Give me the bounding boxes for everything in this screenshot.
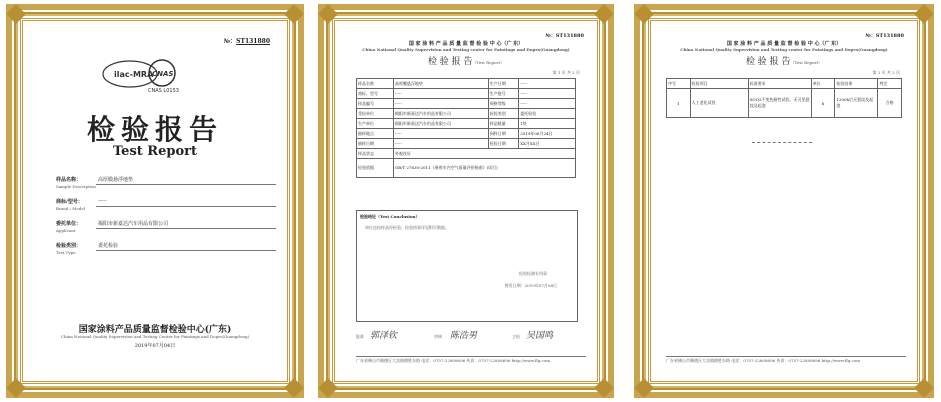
number-value: ST131880 — [236, 38, 270, 45]
field-value: 高厚膜悬浮地垫 — [98, 177, 134, 183]
table-cell: ----- — [393, 139, 488, 149]
org-name-cn: 国 家 涂 料 产 品 质 量 监 督 检 验 中 心（广 东） — [408, 41, 524, 47]
number-label: №： — [865, 33, 876, 39]
table-cell: ----- — [519, 79, 576, 89]
table-cell: 委托检验 — [519, 109, 576, 119]
ilac-logo-text: ilac-MRA — [114, 70, 154, 79]
table-header-row — [667, 79, 902, 89]
checked-label: 审核 — [434, 334, 442, 339]
org-name-en: China National Quality Supervision and Testing center for Paintings and Dopes(Guangdong) — [680, 47, 888, 52]
table-row — [357, 159, 576, 178]
table-cell: 检验日期 — [488, 139, 519, 149]
table-cell: 受检单位 — [357, 109, 394, 119]
field-label: 检验类别： — [56, 243, 82, 249]
table-cell: 生产日期 — [488, 79, 519, 89]
conclusion-box — [356, 210, 578, 322]
seal-text: 检验检测专用章 — [519, 271, 547, 276]
conclusion-title: 检验结论（Test Conclusion） — [360, 214, 420, 219]
table-cell: 抽样日期 — [357, 139, 394, 149]
table-cell: 1200h后无裂纹及起泡 — [835, 89, 878, 118]
table-cell: 抽样地点 — [357, 129, 394, 139]
end-line — [752, 142, 812, 143]
detail-content — [340, 26, 592, 376]
table-cell: 高厚膜悬浮地垫 — [393, 79, 488, 89]
table-header: 判定 — [878, 79, 902, 89]
table-header: 检验结果 — [835, 79, 878, 89]
report-title-en: Test Report — [113, 144, 197, 159]
table-row — [667, 89, 902, 118]
table-row — [357, 89, 576, 99]
table-cell: 检验类别 — [488, 109, 519, 119]
table-cell: 到样日期 — [488, 129, 519, 139]
accreditation-logo — [100, 56, 186, 94]
field-value: 委托检验 — [98, 243, 119, 249]
org-name-cn: 国家涂料产品质量监督检验中心(广东) — [78, 325, 232, 335]
tester-signature: 吴国鸣 — [526, 331, 554, 341]
number-value: ST131880 — [875, 33, 904, 39]
field-label: 商标/型号： — [56, 199, 83, 205]
table-cell: 样品名称 — [357, 79, 394, 89]
table-cell: ----- — [519, 99, 576, 109]
table-cell: 1 — [667, 89, 691, 118]
page-footer: 广东省佛山市顺德区大良镇德胜东路 电话：0757-22808696 传真：0757-22808696 http://www.flg.com — [666, 356, 906, 364]
table-header: 检验项目 — [690, 79, 748, 89]
org-name-en: China National Quality Supervision and Testing center for Paintings and Dopes(Guangdong) — [362, 47, 570, 52]
tester-label: 主检 — [512, 334, 520, 339]
title-text: 检 验 报 告 — [427, 57, 473, 67]
table-cell: 检验依据 — [357, 159, 394, 178]
table-cell: GB/T 27630-2011《乘用车内空气质量评价指南》(试行) — [393, 159, 575, 178]
table-header: 单位 — [811, 79, 835, 89]
approved-signature: 郭泽钦 — [370, 331, 398, 341]
table-cell: 样品数量 — [488, 119, 519, 129]
field-sublabel: Brand / Model — [56, 206, 85, 211]
title-text: 检 验 报 告 — [745, 57, 791, 67]
table-cell: 商标、型号 — [357, 89, 394, 99]
table-header: 标准要求 — [748, 79, 811, 89]
approved-label: 批准 — [356, 334, 364, 339]
report-title-cn: 检验报告 — [86, 113, 223, 146]
table-cell: h — [811, 89, 835, 118]
issue-date: 2019年07月04日 — [134, 343, 176, 349]
table-cell: 1块 — [519, 119, 576, 129]
field-label: 委托单位： — [56, 221, 82, 227]
table-cell: SOO2不变色耐性试验，无可见裂纹及起泡 — [748, 89, 811, 118]
field-sublabel: Test Type — [56, 250, 76, 255]
field-sublabel: Applicant — [56, 228, 76, 233]
table-row — [357, 119, 576, 129]
table-cell: 2019年06月24日 — [519, 129, 576, 139]
table-row — [357, 79, 576, 89]
table-cell: XX月XX日 — [519, 139, 576, 149]
checked-signature: 陈浩男 — [450, 331, 478, 341]
conclusion-text: 单位送检样品经检验，检验结果详见附页数据。 — [365, 225, 449, 230]
table-row — [357, 99, 576, 109]
table-cell: ----- — [393, 129, 488, 139]
page-footer: 广东省佛山市顺德区大良镇德胜东路 电话：0757-22808696 传真：0757-22808696 http://www.flg.com — [356, 356, 586, 364]
results-table — [666, 78, 902, 118]
field-brand — [56, 196, 276, 218]
cnas-logo-text: CNAS — [152, 70, 174, 78]
number-label: №： — [545, 33, 556, 39]
report-title — [656, 54, 912, 67]
table-header: 序号 — [667, 79, 691, 89]
table-cell: 样品状态 — [357, 149, 394, 159]
table-cell: 样品编号 — [357, 99, 394, 109]
page-indicator: 第 2 页 共 2 页 — [872, 70, 900, 75]
report-title — [340, 54, 592, 67]
page-indicator: 第 1 页 共 2 页 — [552, 70, 580, 75]
report-cover-page — [6, 4, 304, 398]
table-cell: 揭阳市新嘉达汽车用品有限公司 — [393, 119, 488, 129]
info-table — [356, 78, 576, 178]
org-name-cn: 国 家 涂 料 产 品 质 量 监 督 检 验 中 心（广 东） — [726, 41, 842, 47]
report-number — [545, 32, 584, 39]
table-cell: 规格等级 — [488, 99, 519, 109]
field-sample — [56, 174, 276, 196]
org-name-en: China National Quality Supervision and Testing Center for Paintings and Dopes(Guangdong) — [60, 334, 250, 339]
report-number — [865, 32, 904, 39]
table-cell: ----- — [393, 99, 488, 109]
table-row — [357, 139, 576, 149]
cover-fields — [56, 174, 276, 262]
report-number — [224, 36, 270, 45]
field-value: 揭阳市新嘉达汽车用品有限公司 — [98, 221, 169, 227]
table-cell: 生产批号 — [488, 89, 519, 99]
report-detail-page — [318, 4, 614, 398]
table-cell: 人工老化试验 — [690, 89, 748, 118]
field-sublabel: Sample Description — [56, 184, 96, 189]
seal-issue-date: 签发日期：2019年07月04日 — [504, 283, 557, 288]
table-cell: 合格 — [878, 89, 902, 118]
number-value: ST131880 — [555, 33, 584, 39]
field-label: 样品名称： — [56, 177, 82, 183]
table-cell: 生产单位 — [357, 119, 394, 129]
table-row — [357, 109, 576, 119]
title-en: （Test Report） — [472, 60, 505, 65]
cnas-caption: CNAS L0153 — [148, 88, 179, 94]
number-label: №： — [223, 38, 237, 45]
report-results-page — [634, 4, 934, 398]
field-applicant — [56, 218, 276, 240]
results-content — [656, 26, 912, 376]
table-cell: 揭阳市新嘉达汽车用品有限公司 — [393, 109, 488, 119]
table-cell: ----- — [393, 89, 488, 99]
table-cell: 外观良好 — [393, 149, 575, 159]
title-en: （Test Report） — [790, 60, 823, 65]
table-row — [357, 149, 576, 159]
signature-row — [356, 324, 576, 348]
table-row — [357, 129, 576, 139]
cover-content — [28, 26, 282, 376]
field-value: ----- — [98, 198, 107, 204]
table-cell: ----- — [519, 89, 576, 99]
field-test-type — [56, 240, 276, 262]
